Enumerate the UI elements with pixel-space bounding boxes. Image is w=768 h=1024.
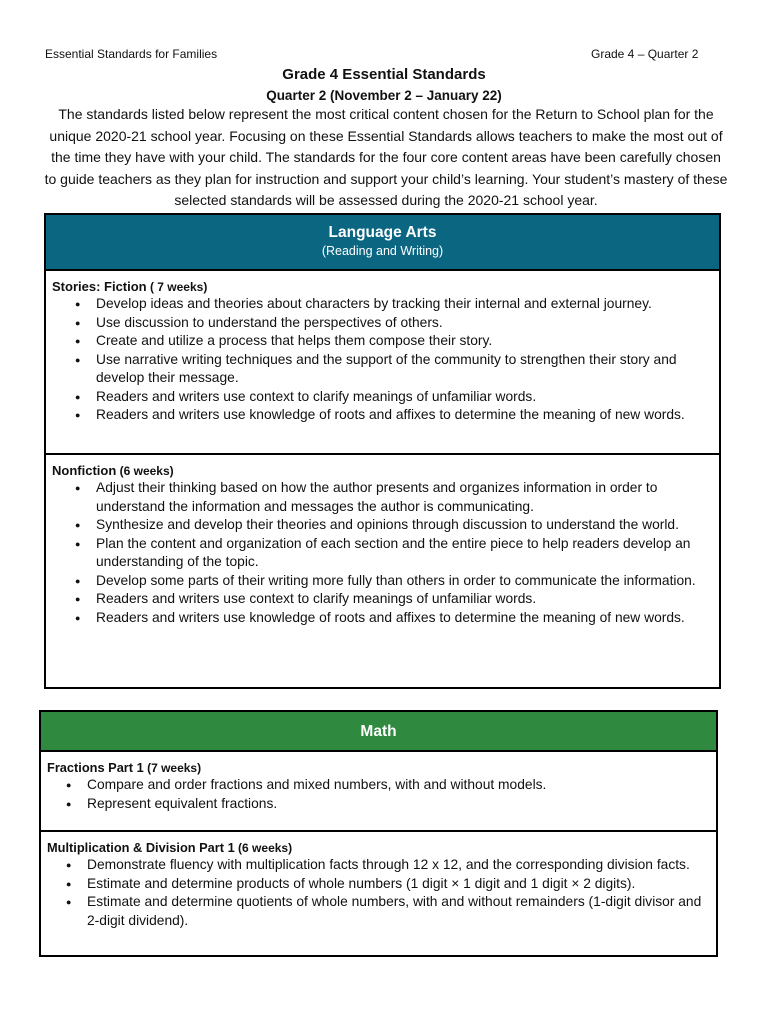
list-item: ● Demonstrate fluency with multiplication facts through 12 x 12, and the corresponding division facts. [87, 856, 710, 875]
standards-list [47, 776, 710, 813]
list-item: ● Develop ideas and theories about characters by tracking their internal and external journey. [96, 295, 713, 314]
list-item: ● Use narrative writing techniques and the support of the community to strengthen their story and develop their message. [96, 351, 713, 388]
section-weeks: ( 7 weeks) [146, 280, 208, 294]
math-header [41, 712, 716, 752]
section-name: Fractions Part 1 [47, 760, 144, 775]
list-item: ● Use discussion to understand the perspectives of others. [96, 314, 713, 333]
section-name: Nonfiction [52, 463, 117, 478]
header-left: Essential Standards for Families [45, 47, 218, 61]
list-item: ● Estimate and determine products of whole numbers (1 digit × 1 digit and 1 digit × 2 digits). [87, 875, 710, 894]
list-item: ● Compare and order fractions and mixed numbers, with and without models. [87, 776, 710, 795]
list-item: ● Readers and writers use knowledge of roots and affixes to determine the meaning of new words. [96, 406, 713, 425]
section-weeks: (7 weeks) [143, 761, 202, 775]
standards-list [52, 479, 713, 627]
section-stories-fiction [46, 271, 719, 453]
section-weeks: (6 weeks) [116, 464, 174, 478]
section-title [47, 840, 710, 856]
list-item: ● Create and utilize a process that helps them compose their story. [96, 332, 713, 351]
list-item: ● Readers and writers use knowledge of roots and affixes to determine the meaning of new words. [96, 609, 713, 628]
language-arts-subtitle: (Reading and Writing) [321, 244, 444, 258]
language-arts-header [46, 215, 719, 271]
math-box [39, 710, 718, 957]
section-name: Multiplication & Division Part 1 [47, 840, 235, 855]
list-item: ● Adjust their thinking based on how the author presents and organizes information in order to understand the information and messages the author is communicating. [96, 479, 713, 516]
list-item: ● Develop some parts of their writing more fully than others in order to communicate the information. [96, 572, 713, 591]
section-title [52, 463, 713, 479]
section-nonfiction [46, 453, 719, 627]
section-title [47, 760, 710, 776]
standards-list [52, 295, 713, 425]
list-item: ● Estimate and determine quotients of whole numbers, with and without remainders (1-digit divisor and 2-digit dividend). [87, 893, 710, 930]
list-item: ● Synthesize and develop their theories and opinions through discussion to understand the world. [96, 516, 713, 535]
math-title: Math [360, 723, 397, 740]
section-weeks: (6 weeks) [234, 841, 293, 855]
page-title: Grade 4 Essential Standards [282, 66, 486, 83]
list-item: ● Readers and writers use context to clarify meanings of unfamiliar words. [96, 590, 713, 609]
section-multiplication-division [41, 830, 716, 930]
section-fractions [41, 752, 716, 830]
language-arts-title: Language Arts [328, 224, 437, 241]
list-item: ● Represent equivalent fractions. [87, 795, 710, 814]
section-title [52, 279, 713, 295]
page-subtitle: Quarter 2 (November 2 – January 22) [266, 88, 502, 103]
section-name: Stories: Fiction [52, 279, 147, 294]
intro-paragraph: The standards listed below represent the most critical content chosen for the Return to School plan for the unique 2020-21 school year. Focusing on these Essential Standards allows teachers to make the most out of the time they have with your child. The standards for the four core content areas have been carefully chosen to guide teachers as they plan for instruction and support your child’s learning. Your student’s mastery of these selected standards will be assessed during the 2020-21 school year. [44, 106, 728, 208]
list-item: ● Readers and writers use context to clarify meanings of unfamiliar words. [96, 388, 713, 407]
language-arts-box [44, 213, 721, 689]
header-right: Grade 4 – Quarter 2 [591, 47, 699, 61]
list-item: ● Plan the content and organization of each section and the entire piece to help readers develop an understanding of the topic. [96, 535, 713, 572]
standards-list [47, 856, 710, 930]
